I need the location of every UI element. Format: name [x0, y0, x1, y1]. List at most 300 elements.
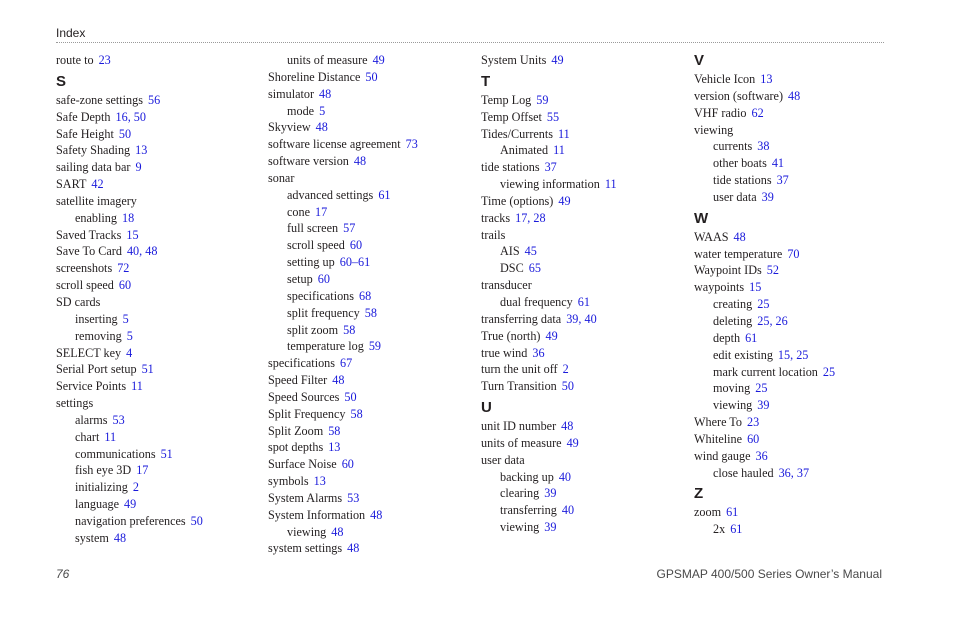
entry-term: viewing information	[500, 177, 600, 192]
index-entry	[694, 504, 899, 521]
page-reference-link[interactable]: 48	[315, 120, 328, 135]
index-subentry	[56, 311, 261, 328]
section-letter: W	[694, 209, 709, 227]
index-entry	[481, 159, 686, 176]
entry-term: Time (options)	[481, 193, 554, 208]
page-reference-link[interactable]: 48	[332, 373, 345, 388]
entry-term: Safe Depth	[56, 109, 111, 124]
index-entry	[268, 456, 473, 473]
entry-term: true wind	[481, 345, 528, 360]
index-entry	[268, 406, 473, 423]
entry-term: setting up	[287, 255, 335, 270]
index-entry	[268, 69, 473, 86]
index-entry	[56, 277, 261, 294]
page-reference-link[interactable]: 13	[328, 440, 341, 455]
entry-term: navigation preferences	[75, 513, 186, 528]
entry-term: Save To Card	[56, 244, 122, 259]
page-reference-link[interactable]: 36, 37	[778, 465, 810, 480]
entry-term: specifications	[268, 356, 336, 371]
entry-term: mode	[287, 103, 315, 118]
index-entry	[56, 159, 261, 176]
entry-term: Turn Transition	[481, 379, 557, 394]
page-reference-link[interactable]: 2	[132, 480, 139, 495]
index-subentry	[694, 397, 899, 414]
index-entry	[694, 229, 899, 246]
index-subentry	[694, 189, 899, 206]
entry-term: communications	[75, 446, 156, 461]
index-subentry	[481, 176, 686, 193]
index-entry	[694, 122, 899, 139]
index-entry	[56, 361, 261, 378]
page-reference-link[interactable]: 60	[747, 431, 760, 446]
index-subentry	[481, 243, 686, 260]
index-subentry	[268, 204, 473, 221]
entry-term: Saved Tracks	[56, 227, 122, 242]
index-entry	[268, 423, 473, 440]
index-subentry	[56, 210, 261, 227]
page-reference-link[interactable]: 50	[365, 69, 378, 84]
index-entry	[268, 490, 473, 507]
entry-term: clearing	[500, 486, 540, 501]
index-entry	[56, 395, 261, 412]
index-subentry	[56, 446, 261, 463]
index-entry	[268, 507, 473, 524]
entry-term: simulator	[268, 86, 315, 101]
entry-term: cone	[287, 204, 311, 219]
index-subentry	[694, 364, 899, 381]
page-reference-link[interactable]: 48	[347, 541, 360, 556]
entry-term: Split Zoom	[268, 423, 324, 438]
page-reference-link[interactable]: 48	[733, 229, 746, 244]
entry-term: satellite imagery	[56, 193, 137, 208]
page-reference-link[interactable]: 51	[141, 362, 154, 377]
entry-term: currents	[713, 139, 753, 154]
entry-term: screenshots	[56, 261, 113, 276]
entry-term: edit existing	[713, 347, 773, 362]
page-reference-link[interactable]: 48	[319, 86, 332, 101]
entry-term: tide stations	[713, 173, 772, 188]
index-subentry	[56, 462, 261, 479]
page-reference-link[interactable]: 41	[771, 156, 785, 171]
entry-term: Speed Filter	[268, 373, 328, 388]
entry-term: specifications	[287, 288, 355, 303]
index-entry	[481, 345, 686, 362]
entry-term: Whiteline	[694, 431, 743, 446]
page-reference-link[interactable]: 49	[551, 53, 564, 67]
index-subentry	[268, 187, 473, 204]
page-reference-link[interactable]: 18	[121, 210, 135, 225]
entry-term: trails	[481, 227, 506, 242]
index-entry	[56, 378, 261, 395]
index-entry	[694, 431, 899, 448]
page-reference-link[interactable]: 61	[745, 330, 758, 345]
page-reference-link[interactable]: 51	[160, 446, 173, 461]
entry-term: sailing data bar	[56, 160, 131, 175]
index-entry	[268, 136, 473, 153]
entry-term: system settings	[268, 541, 343, 556]
page-reference-link[interactable]: 53	[347, 490, 360, 505]
page-reference-link[interactable]: 15	[126, 227, 139, 242]
index-entry	[268, 119, 473, 136]
page-reference-link[interactable]: 50	[344, 389, 357, 404]
entry-term: Vehicle Icon	[694, 72, 756, 86]
entry-term: settings	[56, 396, 94, 411]
index-subentry	[268, 305, 473, 322]
page-reference-link[interactable]: 15, 25	[777, 347, 809, 362]
page-reference-link[interactable]: 9	[135, 160, 142, 175]
page-reference-link[interactable]: 61	[577, 294, 590, 309]
index-entry	[56, 227, 261, 244]
page-reference-link[interactable]: 52	[766, 263, 779, 278]
entry-term: alarms	[75, 412, 108, 427]
index-entry	[694, 262, 899, 279]
index-entry	[268, 86, 473, 103]
index-subentry	[268, 271, 473, 288]
entry-term: other boats	[713, 156, 767, 171]
index-subentry	[56, 496, 261, 513]
page-reference-link[interactable]: 17, 28	[515, 210, 546, 225]
entry-term: DSC	[500, 261, 524, 276]
section-letter: Z	[694, 485, 704, 503]
page-reference-link[interactable]: 36	[755, 448, 768, 463]
page-reference-link[interactable]: 37	[544, 160, 557, 175]
page-reference-link[interactable]: 39	[544, 520, 557, 535]
index-entry	[268, 153, 473, 170]
page-reference-link[interactable]: 59	[536, 92, 549, 107]
entry-term: units of measure	[481, 435, 562, 450]
entry-term: unit ID number	[481, 419, 557, 434]
page-reference-link[interactable]: 39	[761, 189, 774, 204]
entry-term: Service Points	[56, 379, 127, 394]
entry-term: user data	[481, 452, 525, 467]
index-entry	[694, 414, 899, 431]
index-entry	[268, 372, 473, 389]
index-entry	[694, 448, 899, 465]
entry-term: safe-zone settings	[56, 92, 143, 107]
index-entry	[268, 355, 473, 372]
page-reference-link[interactable]: 17	[315, 204, 328, 219]
entry-term: symbols	[268, 474, 309, 489]
index-subentry	[481, 294, 686, 311]
page-reference-link[interactable]: 60	[317, 271, 330, 286]
page-reference-link[interactable]: 61	[726, 505, 739, 520]
index-subentry	[694, 172, 899, 189]
index-entry	[481, 452, 686, 469]
entry-term: Shoreline Distance	[268, 69, 361, 84]
index-entry	[481, 361, 686, 378]
page-reference-link[interactable]: 58	[364, 305, 377, 320]
entry-term: units of measure	[287, 53, 368, 67]
page-reference-link[interactable]: 48	[331, 524, 344, 539]
entry-term: System Information	[268, 507, 366, 522]
entry-term: Temp Log	[481, 92, 532, 107]
page-reference-link[interactable]: 42	[91, 177, 104, 192]
entry-term: SD cards	[56, 294, 101, 309]
page-reference-link[interactable]: 5	[319, 103, 326, 118]
page-reference-link[interactable]: 65	[528, 261, 541, 276]
page-reference-link[interactable]: 25	[757, 297, 770, 312]
index-subentry	[56, 328, 261, 345]
page-reference-link[interactable]: 39	[544, 486, 557, 501]
index-subentry	[694, 155, 899, 172]
page-reference-link[interactable]: 37	[776, 173, 789, 188]
entry-term: scroll speed	[56, 278, 114, 293]
entry-term: System Units	[481, 53, 547, 67]
index-entry	[268, 389, 473, 406]
page-reference-link[interactable]: 49	[124, 497, 137, 512]
entry-term: spot depths	[268, 440, 324, 455]
entry-term: Safe Height	[56, 126, 114, 141]
page-reference-link[interactable]: 5	[122, 311, 129, 326]
entry-term: depth	[713, 330, 741, 345]
page-reference-link[interactable]: 48	[370, 507, 383, 522]
page-reference-link[interactable]: 23	[747, 415, 760, 430]
entry-term: language	[75, 497, 119, 512]
index-subentry	[56, 513, 261, 530]
page-reference-link[interactable]: 61	[378, 187, 391, 202]
entry-term: AIS	[500, 244, 520, 259]
page-reference-link[interactable]: 25	[822, 364, 836, 379]
index-entry	[481, 193, 686, 210]
index-column-2	[268, 52, 473, 557]
index-entry	[56, 109, 261, 126]
entry-term: Where To	[694, 415, 742, 430]
index-entry	[268, 439, 473, 456]
page-reference-link[interactable]: 58	[328, 423, 341, 438]
page-reference-link[interactable]: 49	[558, 193, 571, 208]
index-entry	[268, 170, 473, 187]
entry-term: version (software)	[694, 88, 784, 103]
index-subentry	[56, 412, 261, 429]
entry-term: full screen	[287, 221, 339, 236]
page-reference-link[interactable]: 38	[757, 139, 770, 154]
entry-term: True (north)	[481, 328, 541, 343]
entry-term: software version	[268, 154, 349, 169]
page-reference-link[interactable]: 13	[135, 143, 148, 158]
page-reference-link[interactable]: 48	[561, 419, 574, 434]
index-entry	[481, 126, 686, 143]
page-reference-link[interactable]: 60	[349, 238, 363, 253]
page-reference-link[interactable]: 36	[532, 345, 545, 360]
entry-term: viewing	[713, 398, 753, 413]
entry-term: tracks	[481, 210, 511, 225]
page-reference-link[interactable]: 45	[524, 244, 537, 259]
entry-term: transferring	[500, 503, 557, 518]
index-subentry	[268, 103, 473, 120]
index-subentry	[56, 530, 261, 547]
entry-term: zoom	[694, 505, 722, 520]
entry-term: SELECT key	[56, 345, 122, 360]
entry-term: system	[75, 530, 109, 545]
index-subentry	[694, 465, 899, 482]
page-reference-link[interactable]: 67	[340, 356, 353, 371]
header-title: Index	[56, 26, 86, 40]
page-reference-link[interactable]: 11	[131, 379, 143, 394]
index-entry	[56, 92, 261, 109]
page-reference-link[interactable]: 58	[343, 322, 356, 337]
page-reference-link[interactable]: 59	[368, 339, 382, 354]
page-reference-link[interactable]: 58	[350, 406, 363, 421]
entry-term: Tides/Currents	[481, 126, 554, 141]
index-subentry	[268, 524, 473, 541]
page-reference-link[interactable]: 68	[359, 288, 372, 303]
page-reference-link[interactable]: 40	[558, 469, 572, 484]
page-reference-link[interactable]: 56	[147, 92, 161, 107]
entry-term: mark current location	[713, 364, 818, 379]
entry-term: Speed Sources	[268, 389, 340, 404]
index-column-3	[481, 52, 686, 536]
entry-term: advanced settings	[287, 187, 374, 202]
entry-term: Temp Offset	[481, 109, 542, 124]
index-entry	[481, 227, 686, 244]
page-reference-link[interactable]: 49	[545, 328, 558, 343]
page-reference-link[interactable]: 25, 26	[757, 313, 788, 328]
index-subentry	[481, 502, 686, 519]
page-reference-link[interactable]: 53	[112, 412, 125, 427]
index-entry	[481, 418, 686, 435]
page-reference-link[interactable]: 49	[372, 53, 385, 67]
entry-term: wind gauge	[694, 448, 751, 463]
entry-term: enabling	[75, 210, 117, 225]
entry-term: route to	[56, 53, 94, 67]
index-entry	[481, 92, 686, 109]
entry-term: fish eye 3D	[75, 463, 132, 478]
section-letter: U	[481, 399, 492, 417]
section-letter: T	[481, 72, 491, 90]
page-reference-link[interactable]: 60	[118, 278, 132, 293]
entry-term: Safety Shading	[56, 143, 131, 158]
entry-term: System Alarms	[268, 490, 343, 505]
page-reference-link[interactable]: 55	[546, 109, 560, 124]
page-reference-link[interactable]: 48	[788, 88, 801, 103]
index-entry	[694, 105, 899, 122]
index-entry	[56, 126, 261, 143]
page-reference-link[interactable]: 60	[341, 457, 354, 472]
page-reference-link[interactable]: 50	[190, 513, 203, 528]
page-reference-link[interactable]: 23	[98, 53, 111, 67]
index-subentry	[56, 429, 261, 446]
index-entry	[694, 88, 899, 105]
page-reference-link[interactable]: 4	[126, 345, 133, 360]
index-subentry	[268, 338, 473, 355]
page-reference-link[interactable]: 15	[749, 280, 762, 295]
index-entry	[56, 142, 261, 159]
entry-term: VHF radio	[694, 105, 747, 120]
entry-term: setup	[287, 271, 313, 286]
index-entry	[268, 473, 473, 490]
entry-term: temperature log	[287, 339, 364, 354]
index-entry	[56, 260, 261, 277]
index-entry	[56, 176, 261, 193]
entry-term: split frequency	[287, 305, 360, 320]
entry-term: transferring data	[481, 311, 562, 326]
running-header	[56, 26, 884, 43]
entry-term: software license agreement	[268, 137, 401, 152]
index-entry	[481, 311, 686, 328]
page-reference-link[interactable]: 50	[561, 379, 574, 394]
page-reference-link[interactable]: 39	[757, 398, 770, 413]
entry-term: Split Frequency	[268, 406, 346, 421]
index-entry	[481, 109, 686, 126]
page-reference-link[interactable]: 73	[405, 137, 418, 152]
index-subentry	[694, 380, 899, 397]
index-entry	[694, 279, 899, 296]
index-subentry	[268, 237, 473, 254]
page-reference-link[interactable]: 5	[126, 328, 133, 343]
entry-term: backing up	[500, 469, 554, 484]
page-reference-link[interactable]: 17	[136, 463, 149, 478]
page-number: 76	[56, 567, 70, 581]
entry-term: inserting	[75, 311, 118, 326]
page-reference-link[interactable]: 50	[118, 126, 132, 141]
index-subentry	[694, 313, 899, 330]
entry-term: viewing	[694, 122, 734, 137]
index-subentry	[268, 52, 473, 69]
index-entry	[56, 243, 261, 260]
index-entry	[56, 294, 261, 311]
page-reference-link[interactable]: 11	[553, 143, 565, 158]
page-reference-link[interactable]: 13	[760, 72, 773, 86]
index-subentry	[694, 347, 899, 364]
entry-term: sonar	[268, 170, 295, 185]
page-reference-link[interactable]: 48	[113, 530, 127, 545]
entry-term: viewing	[287, 524, 327, 539]
entry-term: dual frequency	[500, 294, 573, 309]
page-reference-link[interactable]: 62	[751, 105, 764, 120]
page-reference-link[interactable]: 60–61	[339, 255, 371, 270]
index-entry	[56, 193, 261, 210]
page-reference-link[interactable]: 11	[104, 429, 117, 444]
index-entry	[481, 328, 686, 345]
page-reference-link[interactable]: 48	[353, 154, 367, 169]
page-reference-link[interactable]: 40, 48	[126, 244, 158, 259]
page-reference-link[interactable]: 39, 40	[566, 311, 597, 326]
entry-term: WAAS	[694, 229, 729, 244]
index-column-4	[694, 52, 899, 538]
page-reference-link[interactable]: 25	[755, 381, 768, 396]
page-reference-link[interactable]: 57	[343, 221, 356, 236]
index-subentry	[694, 521, 899, 538]
page-reference-link[interactable]: 40	[561, 503, 575, 518]
index-entry	[694, 71, 899, 88]
section-letter: V	[694, 52, 705, 69]
page-reference-link[interactable]: 49	[566, 435, 579, 450]
index-subentry	[694, 296, 899, 313]
index-entry	[268, 540, 473, 557]
index-entry	[481, 277, 686, 294]
entry-term: creating	[713, 297, 753, 312]
page-reference-link[interactable]: 11	[604, 177, 617, 192]
entry-term: Animated	[500, 143, 549, 158]
index-subentry	[694, 330, 899, 347]
index-subentry	[268, 322, 473, 339]
page-reference-link[interactable]: 70	[787, 246, 800, 261]
index-entry	[481, 435, 686, 452]
page-reference-link[interactable]: 16, 50	[115, 109, 146, 124]
entry-term: user data	[713, 189, 757, 204]
index-subentry	[481, 260, 686, 277]
index-entry	[694, 246, 899, 263]
page-reference-link[interactable]: 13	[313, 474, 326, 489]
index-subentry	[268, 288, 473, 305]
page-reference-link[interactable]: 72	[117, 261, 130, 276]
index-subentry	[481, 519, 686, 536]
entry-term: waypoints	[694, 280, 745, 295]
page-reference-link[interactable]: 2	[562, 362, 569, 377]
page-reference-link[interactable]: 61	[730, 522, 743, 537]
page-reference-link[interactable]: 11	[558, 126, 570, 141]
entry-term: SART	[56, 177, 87, 192]
